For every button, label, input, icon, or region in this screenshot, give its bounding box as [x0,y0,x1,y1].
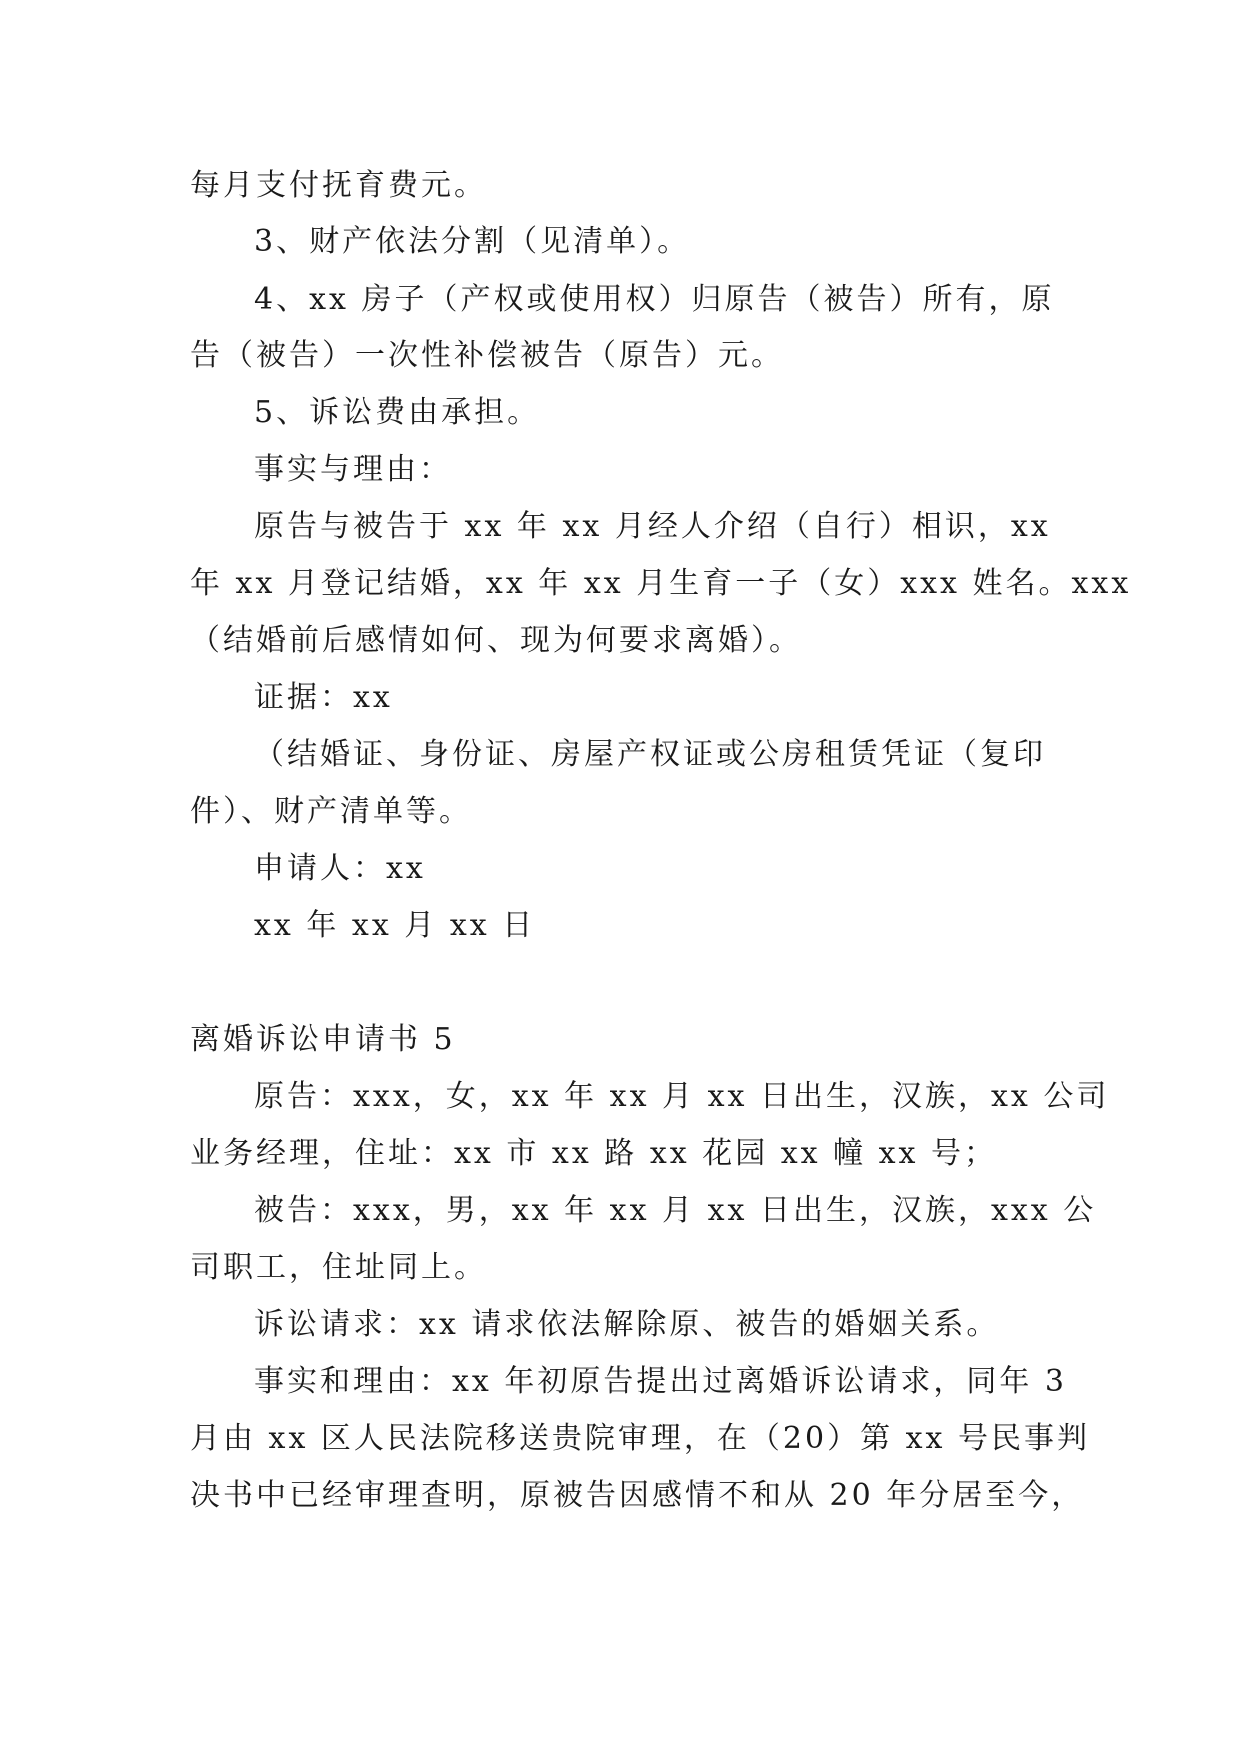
text-line-2: 3、财产依法分割（见清单）。 [254,224,691,259]
text-line-1: 每月支付抚育费元。 [190,168,487,203]
text-line-11: （结婚证、身份证、房屋产权证或公房租赁凭证（复印 [254,737,1046,772]
text-line-21: 事实和理由：xx 年初原告提出过离婚诉讼请求，同年 3 [254,1364,1067,1399]
text-line-18: 被告：xxx，男，xx 年 xx 月 xx 日出生，汉族，xxx 公 [254,1193,1097,1228]
section-heading: 离婚诉讼申请书 5 [190,1022,456,1057]
text-line-7: 原告与被告于 xx 年 xx 月经人介绍（自行）相识，xx [254,509,1051,544]
text-line-10: 证据：xx [254,680,393,715]
text-line-12: 件）、财产清单等。 [190,794,472,829]
text-line-4: 告（被告）一次性补偿被告（原告）元。 [190,338,784,373]
text-line-23: 决书中已经审理查明，原被告因感情不和从 20 年分居至今， [190,1478,1085,1513]
text-line-5: 5、诉讼费由承担。 [254,395,541,430]
text-line-20: 诉讼请求：xx 请求依法解除原、被告的婚姻关系。 [254,1307,1000,1342]
text-line-13: 申请人：xx [254,851,426,886]
text-line-3: 4、xx 房子（产权或使用权）归原告（被告）所有，原 [254,282,1055,317]
text-line-14: xx 年 xx 月 xx 日 [254,908,536,943]
text-line-8: 年 xx 月登记结婚，xx 年 xx 月生育一子（女）xxx 姓名。xxx [190,566,1132,601]
text-line-9: （结婚前后感情如何、现为何要求离婚）。 [190,623,802,658]
text-line-16: 原告：xxx，女，xx 年 xx 月 xx 日出生，汉族，xx 公司 [254,1079,1110,1114]
text-line-17: 业务经理，住址：xx 市 xx 路 xx 花园 xx 幢 xx 号； [190,1136,998,1171]
text-line-6: 事实与理由： [254,452,452,487]
text-line-19: 司职工，住址同上。 [190,1250,487,1285]
text-line-22: 月由 xx 区人民法院移送贵院审理，在（20）第 xx 号民事判 [190,1421,1090,1456]
